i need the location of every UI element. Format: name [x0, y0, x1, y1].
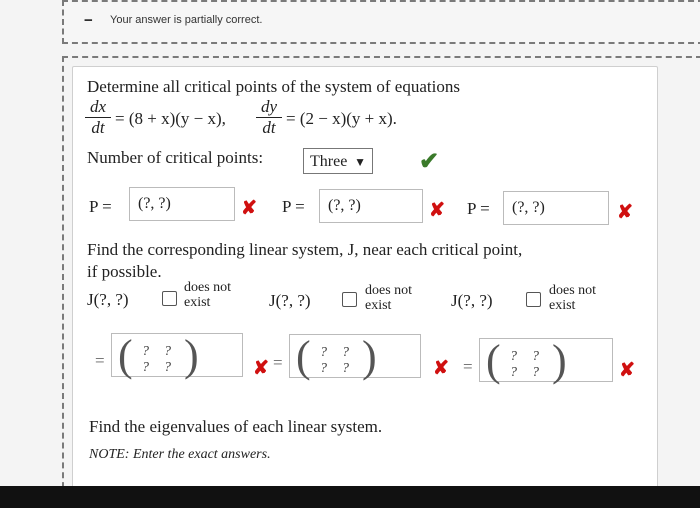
m2-cell[interactable]: ?	[320, 345, 327, 360]
left-paren: (	[296, 332, 311, 381]
linear-text-line2: if possible.	[87, 262, 162, 281]
m3-matrix-input[interactable]	[479, 336, 613, 385]
j2-checkbox-label-1: does not	[365, 283, 413, 298]
dydt-fraction	[256, 98, 282, 137]
m2-equals: =	[273, 353, 283, 372]
m1-matrix-input[interactable]	[111, 331, 243, 380]
partial-correct-text: Your answer is partially correct.	[110, 14, 263, 26]
dy-numerator: dy	[260, 97, 278, 116]
dx-numerator: dx	[89, 97, 107, 116]
m2-cell[interactable]: ?	[320, 361, 327, 376]
p2-input[interactable]: (?, ?)	[319, 189, 423, 223]
eq1-rhs: = (8 + x)(y − x),	[115, 109, 226, 128]
dt-denominator: dt	[91, 118, 105, 137]
p3-x-icon: ✘	[617, 202, 633, 223]
minus-icon: −	[84, 12, 93, 29]
j2-label: J(?, ?)	[269, 291, 311, 310]
j3-checkbox-label-1: does not	[549, 283, 597, 298]
linear-text-line1: Find the corresponding linear system, J, near each critical point,	[87, 240, 523, 259]
right-paren: )	[552, 336, 567, 385]
right-paren: )	[362, 332, 377, 381]
num-points-value: Three	[310, 153, 348, 170]
j3-label: J(?, ?)	[451, 291, 493, 310]
eq2-rhs: = (2 − x)(y + x).	[286, 109, 397, 128]
p1-input[interactable]: (?, ?)	[129, 187, 235, 221]
dt-denominator: dt	[262, 118, 276, 137]
divider-left	[62, 56, 64, 508]
p1-x-icon: ✘	[241, 198, 257, 219]
left-paren: (	[118, 331, 133, 380]
m3-cell[interactable]: ?	[510, 365, 517, 380]
question-intro: Determine all critical points of the system of equations	[87, 77, 460, 96]
m1-cell[interactable]: ?	[142, 344, 149, 359]
num-points-dropdown[interactable]	[303, 148, 373, 174]
note-text: NOTE: Enter the exact answers.	[89, 447, 271, 462]
j1-not-exist-checkbox[interactable]	[162, 291, 177, 306]
check-icon: ✔	[419, 149, 440, 175]
m2-x-icon: ✘	[433, 358, 449, 379]
p2-x-icon: ✘	[429, 200, 445, 221]
feedback-bar	[62, 0, 700, 44]
m3-cell[interactable]: ?	[532, 349, 539, 364]
j3-not-exist-checkbox[interactable]	[526, 292, 541, 307]
m2-matrix-input[interactable]	[289, 332, 421, 381]
num-points-label: Number of critical points:	[87, 148, 264, 167]
question-panel	[72, 66, 658, 488]
j2-not-exist-checkbox[interactable]	[342, 292, 357, 307]
right-paren: )	[184, 331, 199, 380]
p1-label: P =	[89, 197, 112, 216]
bottom-edge	[0, 486, 700, 508]
left-paren: (	[486, 336, 501, 385]
divider-top	[62, 56, 700, 58]
j2-checkbox-label-2: exist	[365, 298, 392, 313]
m3-cell[interactable]: ?	[532, 365, 539, 380]
j1-checkbox-label-2: exist	[184, 295, 211, 310]
m3-equals: =	[463, 357, 473, 376]
eigen-text: Find the eigenvalues of each linear system.	[89, 417, 383, 436]
j1-label: J(?, ?)	[87, 290, 129, 309]
m1-x-icon: ✘	[253, 358, 269, 379]
m1-cell[interactable]: ?	[142, 360, 149, 375]
p2-label: P =	[282, 197, 305, 216]
j1-checkbox-label-1: does not	[184, 280, 232, 295]
m3-x-icon: ✘	[619, 360, 635, 381]
p3-label: P =	[467, 199, 490, 218]
m2-cell[interactable]: ?	[342, 345, 349, 360]
m1-cell[interactable]: ?	[164, 344, 171, 359]
dxdt-fraction	[85, 98, 111, 137]
p3-input[interactable]: (?, ?)	[503, 191, 609, 225]
m2-cell[interactable]: ?	[342, 361, 349, 376]
m3-cell[interactable]: ?	[510, 349, 517, 364]
m1-equals: =	[95, 351, 105, 370]
j3-checkbox-label-2: exist	[549, 298, 576, 313]
m1-cell[interactable]: ?	[164, 360, 171, 375]
dropdown-arrow-icon: ▼	[354, 155, 366, 169]
